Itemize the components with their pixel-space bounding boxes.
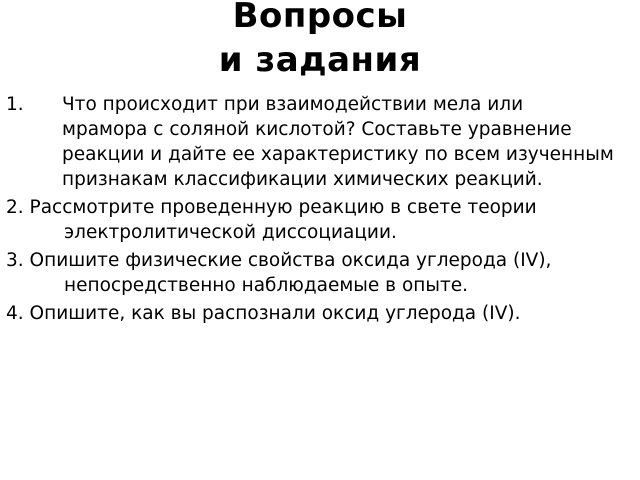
list-item bbox=[4, 301, 614, 326]
slide-title bbox=[0, 0, 640, 82]
title-line-2: и задания bbox=[218, 40, 422, 80]
item-text: Опишите, как вы распознали оксид углерода (IV). bbox=[29, 303, 521, 324]
item-text: Опишите физические свойства оксида углерода (IV), непосредственно наблюдаемые в опыте. bbox=[29, 250, 552, 296]
item-number: 4. bbox=[6, 303, 24, 324]
list-item bbox=[4, 248, 614, 298]
title-line-1: Вопросы bbox=[232, 0, 408, 36]
item-number: 1. bbox=[6, 94, 24, 115]
item-text: Рассмотрите проведенную реакцию в свете теории электролитической диссоциации. bbox=[29, 197, 537, 243]
item-text: Что происходит при взаимодействии мела или мрамора с соляной кислотой? Составьте уравнение реакции и дайте ее характеристику по всем изученным признакам классификации химических реакций. bbox=[62, 94, 614, 190]
item-number: 3. bbox=[6, 250, 24, 271]
list-item bbox=[4, 92, 614, 192]
item-number: 2. bbox=[6, 197, 24, 218]
list-item bbox=[4, 195, 614, 245]
questions-list bbox=[4, 92, 614, 329]
